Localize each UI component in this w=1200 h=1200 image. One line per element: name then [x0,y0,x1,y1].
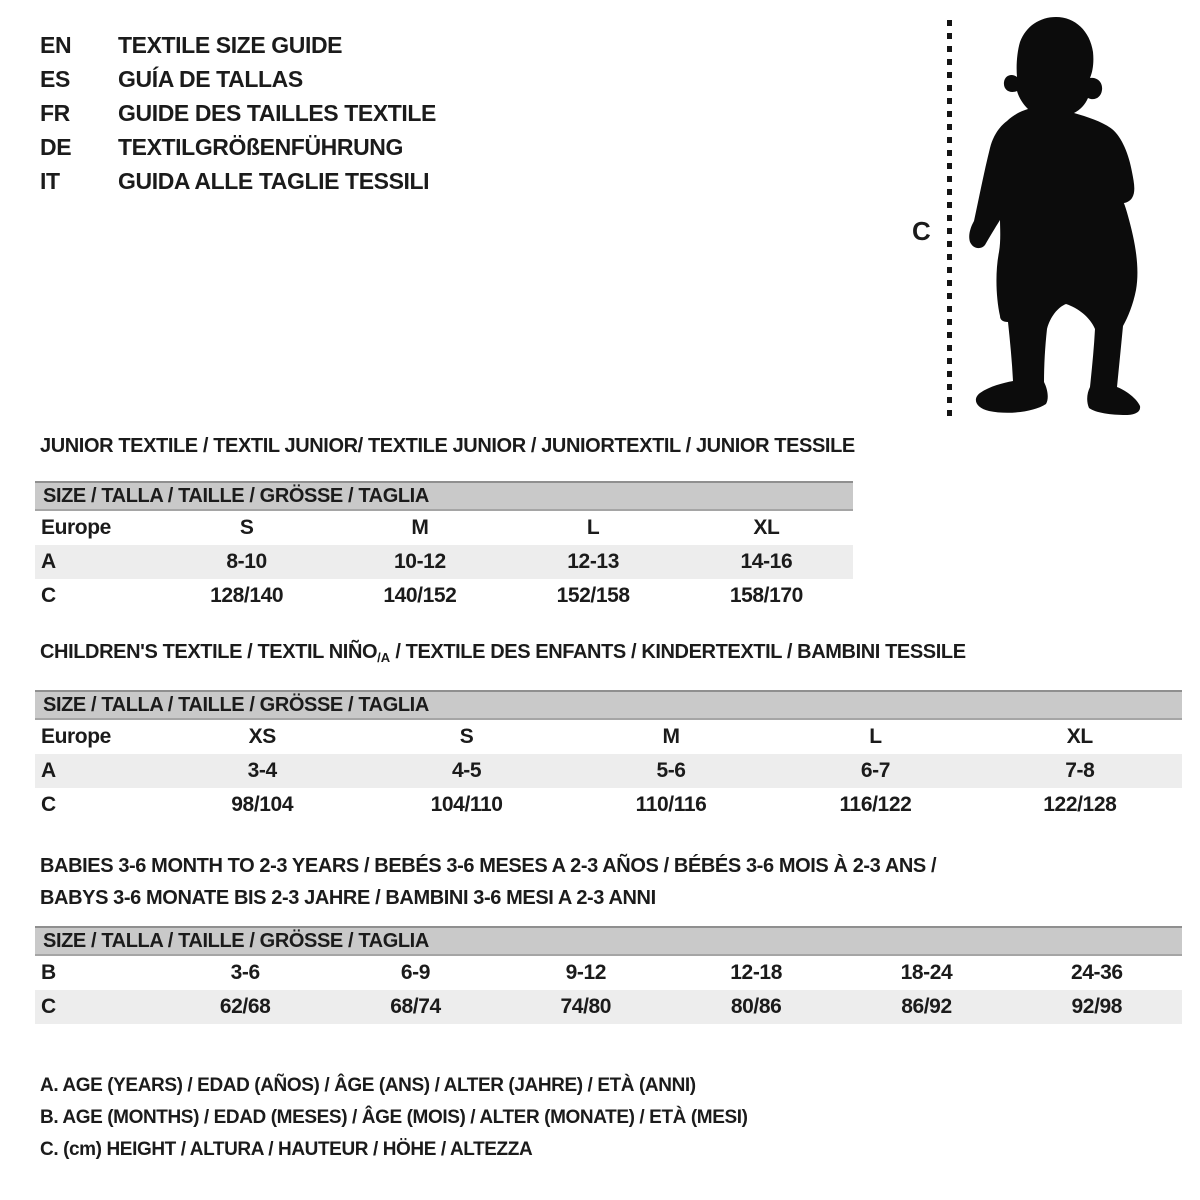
row-label: A [41,550,56,573]
age-cell: 5-6 [656,759,686,782]
children-section-title [40,641,966,665]
months-cell: 18-24 [900,961,953,984]
babies-row-height [35,990,1182,1024]
footnote-b: B. AGE (MONTHS) / EDAD (MESES) / ÂGE (MOIS) / ALTER (MONATE) / ETÀ (MESI) [40,1107,748,1128]
height-cell: 158/170 [729,584,803,607]
months-cell: 12-18 [730,961,782,984]
size-cell: S [459,725,474,748]
age-cell: 4-5 [452,759,482,782]
height-cell: 80/86 [730,995,782,1018]
size-cell: L [586,516,600,539]
children-row-height [35,788,1182,822]
age-cell: 6-7 [860,759,890,782]
lang-code: FR [40,99,70,126]
height-cell: 128/140 [210,584,284,607]
babies-title-line2: BABYS 3-6 MONATE BIS 2-3 JAHRE / BAMBINI 3-6 MESI A 2-3 ANNI [40,886,656,909]
lang-code: DE [40,133,72,160]
junior-size-header: SIZE / TALLA / TAILLE / GRÖSSE / TAGLIA [35,481,853,511]
height-measure-label: C [912,216,931,246]
lang-code: ES [40,65,70,92]
months-cell: 24-36 [1070,961,1123,984]
row-label: Europe [41,516,111,539]
children-size-header: SIZE / TALLA / TAILLE / GRÖSSE / TAGLIA [35,690,1182,720]
height-cell: 74/80 [560,995,612,1018]
children-title-post: / TEXTILE DES ENFANTS / KINDERTEXTIL / BAMBINI TESSILE [390,641,966,663]
height-cell: 140/152 [383,584,457,607]
height-cell: 98/104 [231,793,294,816]
children-size-table [35,690,1182,822]
row-label: B [41,961,56,984]
size-cell: XL [753,516,780,539]
children-row-europe [35,720,1182,754]
months-cell: 9-12 [565,961,607,984]
row-label: C [41,584,56,607]
junior-section-title: JUNIOR TEXTILE / TEXTIL JUNIOR/ TEXTILE JUNIOR / JUNIORTEXTIL / JUNIOR TESSILE [40,435,855,457]
height-cell: 116/122 [839,793,912,816]
height-cell: 86/92 [901,995,952,1018]
age-cell: 7-8 [1065,759,1095,782]
junior-row-age [35,545,853,579]
months-cell: 6-9 [400,961,431,984]
footnote-a: A. AGE (YEARS) / EDAD (AÑOS) / ÂGE (ANS) / ALTER (JAHRE) / ETÀ (ANNI) [40,1075,696,1096]
size-cell: M [411,516,429,539]
junior-row-europe [35,511,853,545]
height-cell: 152/158 [556,584,630,607]
row-label: Europe [41,725,111,748]
babies-row-months [35,956,1182,990]
children-title-subscript: /A [377,650,391,665]
guide-title-de: TEXTILGRÖßENFÜHRUNG [118,133,403,160]
months-cell: 3-6 [230,961,260,984]
guide-title-it: GUIDA ALLE TAGLIE TESSILI [118,167,430,194]
guide-title-fr: GUIDE DES TAILLES TEXTILE [118,99,436,126]
height-cell: 122/128 [1043,793,1117,816]
footnotes [40,1070,748,1166]
height-cell: 92/98 [1071,995,1123,1018]
size-cell: XL [1066,725,1093,748]
age-cell: 3-4 [247,759,277,782]
age-cell: 12-13 [567,550,619,573]
row-label: A [41,759,56,782]
row-label: C [41,995,56,1018]
lang-code: IT [40,167,60,194]
guide-title-en: TEXTILE SIZE GUIDE [118,31,343,58]
junior-size-table [35,481,853,613]
height-cell: 62/68 [219,995,271,1018]
babies-size-table [35,926,1182,1024]
size-cell: S [239,516,254,539]
height-cell: 104/110 [430,793,503,816]
guide-title-es: GUÍA DE TALLAS [118,65,303,92]
babies-title-line1: BABIES 3-6 MONTH TO 2-3 YEARS / BEBÉS 3-6 MESES A 2-3 AÑOS / BÉBÉS 3-6 MOIS À 2-3 ANS / [40,854,937,877]
babies-section-title [40,850,936,914]
height-cell: 68/74 [390,995,441,1018]
size-cell: L [869,725,882,748]
row-label: C [41,793,56,816]
children-title-pre: CHILDREN'S TEXTILE / TEXTIL NIÑO [40,641,378,663]
junior-row-height [35,579,853,613]
age-cell: 8-10 [226,550,267,573]
size-cell: M [662,725,680,748]
age-cell: 10-12 [394,550,446,573]
age-cell: 14-16 [740,550,793,573]
lang-code: EN [40,31,72,58]
height-cell: 110/116 [635,793,707,816]
footnote-c: C. (cm) HEIGHT / ALTURA / HAUTEUR / HÖHE / ALTEZZA [40,1139,533,1160]
size-cell: XS [248,725,276,748]
babies-size-header: SIZE / TALLA / TAILLE / GRÖSSE / TAGLIA [35,926,1182,956]
children-row-age [35,754,1182,788]
